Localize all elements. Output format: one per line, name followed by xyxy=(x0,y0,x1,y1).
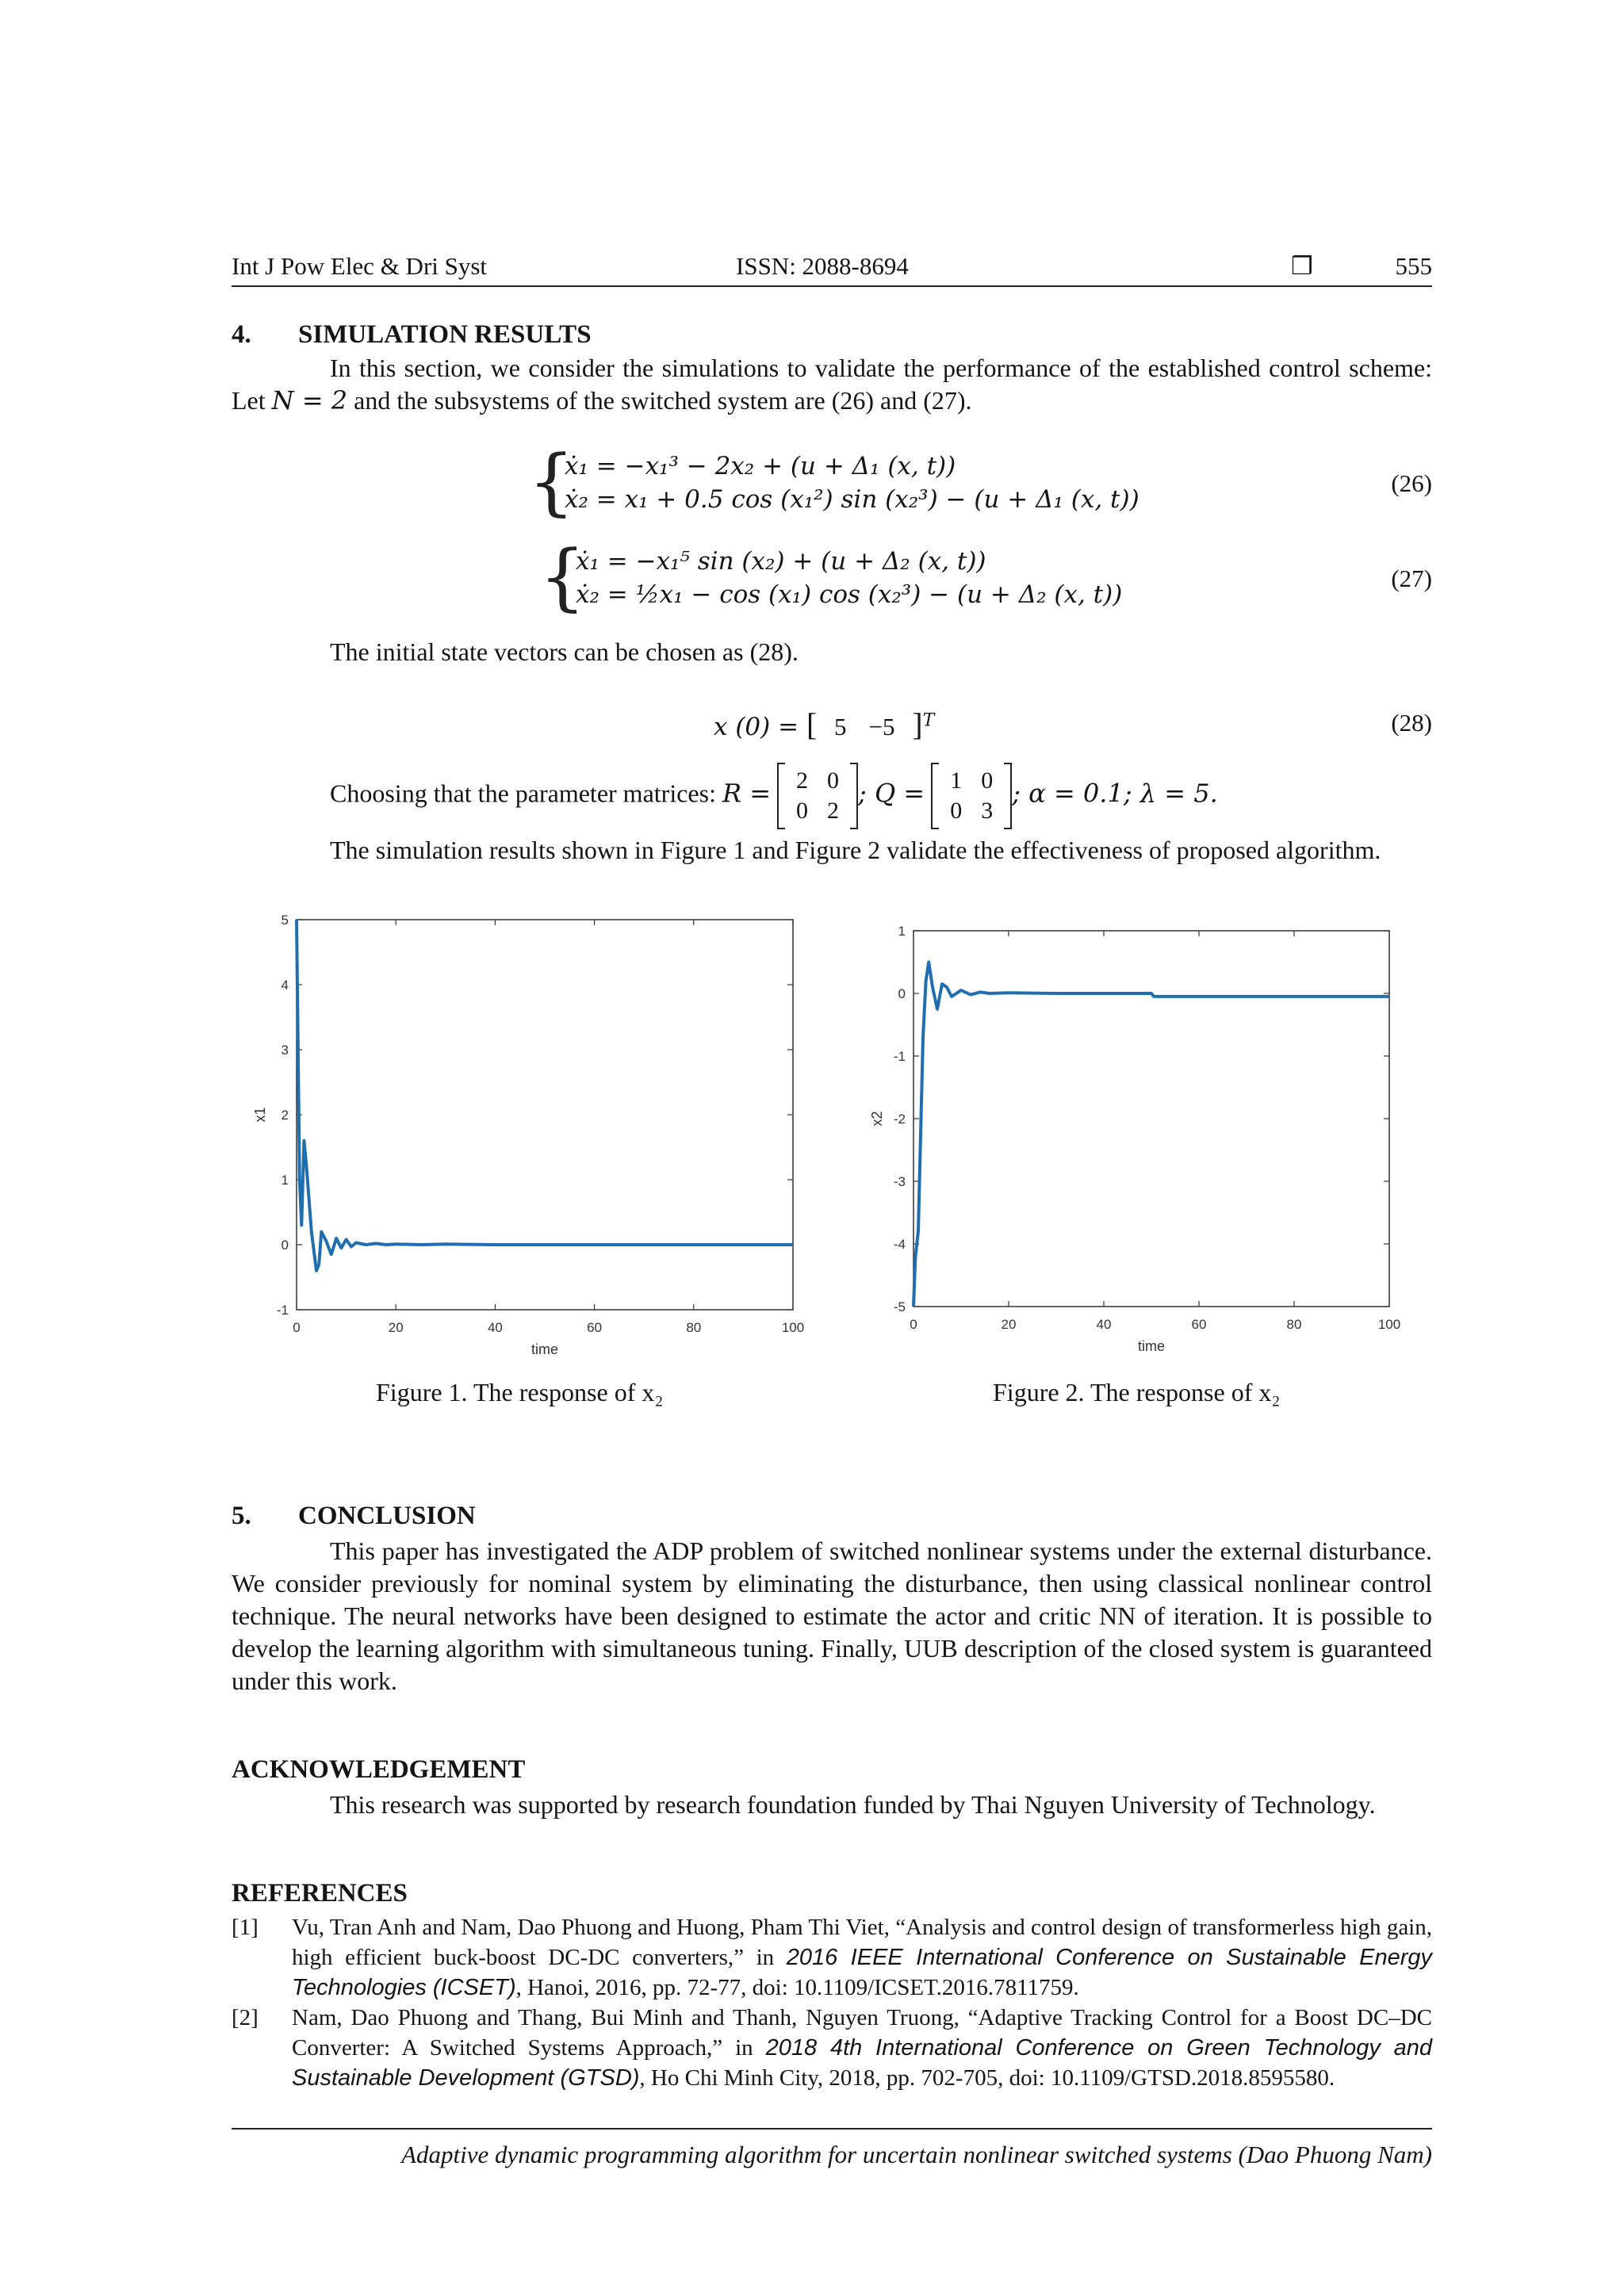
journal-name: Int J Pow Elec & Dri Syst xyxy=(232,252,488,280)
figure-2-caption: Figure 2. The response of x₂ xyxy=(993,1378,1281,1406)
parameter-line: Choosing that the parameter matrices: R = 2 0 0 2 ; Q = 1 0 0 3 ; α = 0.1; λ = 5. xyxy=(330,766,1218,826)
x-tick-label: 40 xyxy=(1096,1317,1112,1332)
y-tick-label: -3 xyxy=(893,1174,906,1189)
x-tick-label: 60 xyxy=(587,1320,603,1335)
ref-2-number: [2] xyxy=(232,2005,259,2030)
x-tick-label: 20 xyxy=(388,1320,404,1335)
y-tick-label: -1 xyxy=(893,1049,906,1064)
ack-text: This research was supported by research foundation funded by Thai Nguyen University of Technology. xyxy=(330,1790,1376,1819)
conclusion-text: This paper has investigated the ADP problem of switched nonlinear systems under the external disturbance. We consider previously for nominal system by eliminating the disturbance, then using classical nonlinear control technique. The neural networks have been designed to estimate the actor and critic NN of iteration. It is possible to develop the learning algorithm with simultaneous tuning. Finally, UUB description of the closed system is guaranteed under this work. xyxy=(232,1536,1432,1695)
brace-26: { xyxy=(528,439,575,524)
x-axis-label: time xyxy=(1137,1338,1166,1354)
figure-1-chart xyxy=(238,904,809,1364)
n-equals: N = 2 xyxy=(271,385,348,415)
header-rule xyxy=(232,285,1432,287)
section-5-number: 5. xyxy=(232,1502,251,1530)
eq27-line1: ẋ₁ = −x₁⁵ sin (x₂) + (u + Δ₂ (x, t)) xyxy=(576,547,986,576)
y-tick-label: 1 xyxy=(281,1173,289,1188)
brace-27: { xyxy=(539,534,586,619)
section-4-title: SIMULATION RESULTS xyxy=(298,320,592,349)
results-text: The simulation results shown in Figure 1 and Figure 2 validate the effectiveness of proposed algorithm. xyxy=(330,836,1381,864)
y-axis-label: x1 xyxy=(252,1107,268,1123)
y-tick-label: 1 xyxy=(898,924,906,939)
y-tick-label: 0 xyxy=(281,1238,289,1253)
y-tick-label: -5 xyxy=(893,1299,906,1314)
y-axis-label: x2 xyxy=(869,1111,885,1127)
ack-title: ACKNOWLEDGEMENT xyxy=(232,1755,526,1784)
y-tick-label: -1 xyxy=(276,1303,289,1318)
x-tick-label: 60 xyxy=(1191,1317,1207,1332)
x-tick-label: 100 xyxy=(1377,1317,1401,1332)
eq28: x (0) = [ 5 −5 ]$^T$ xyxy=(714,706,935,742)
ref-2-text: Nam, Dao Phuong and Thang, Bui Minh and Thanh, Nguyen Truong, “Adaptive Tracking Control for a Boost DC–DC Converter: A Switched Systems Approach,” in 2018 4th International Conference on Green Technology and Sustainable Development (GTSD), Ho Chi Minh City, 2018, pp. 702-705, doi: 10.1109/GTSD.2018.8595580. xyxy=(292,2005,1433,2091)
plot-frame xyxy=(297,920,793,1310)
ref-1-text: Vu, Tran Anh and Nam, Dao Phuong and Huong, Pham Thi Viet, “Analysis and control design of transformerless high gain, high efficient buck-boost DC-DC converters,” in 2016 IEEE International Conference on Sustainable Energy Technologies (ICSET), Hanoi, 2016, pp. 72-77, doi: 10.1109/ICSET.2016.7811759. xyxy=(292,1915,1432,2000)
figure-2-chart xyxy=(864,912,1404,1364)
box-mark-icon: ❒ xyxy=(1291,252,1313,280)
y-tick-label: 2 xyxy=(281,1108,289,1123)
x-tick-label: 0 xyxy=(293,1320,301,1335)
page-number: 555 xyxy=(1395,252,1432,280)
eq28-label: (28) xyxy=(1391,709,1432,737)
eq26-line1: ẋ₁ = −x₁³ − 2x₂ + (u + Δ₁ (x, t)) xyxy=(565,452,956,480)
y-tick-label: 4 xyxy=(281,978,289,993)
references-title: REFERENCES xyxy=(232,1879,408,1908)
x-axis-label: time xyxy=(530,1341,559,1357)
y-tick-label: -4 xyxy=(893,1237,906,1252)
ref-1-number: [1] xyxy=(232,1915,259,1940)
x-tick-label: 80 xyxy=(1286,1317,1302,1332)
y-tick-label: 3 xyxy=(281,1043,289,1058)
footer-text: Adaptive dynamic programming algorithm for uncertain nonlinear switched systems (Dao Phuong Nam) xyxy=(401,2141,1432,2168)
eq26-label: (26) xyxy=(1391,469,1432,497)
x-tick-label: 0 xyxy=(910,1317,917,1332)
eq27-line2: ẋ₂ = ½x₁ − cos (x₁) cos (x₂³) − (u + Δ₂ (x, t)) xyxy=(576,580,1123,609)
x-tick-label: 100 xyxy=(781,1320,805,1335)
x-tick-label: 20 xyxy=(1001,1317,1017,1332)
eq26-line2: ẋ₂ = x₁ + 0.5 cos (x₁²) sin (x₂³) − (u + Δ₁ (x, t)) xyxy=(565,485,1139,514)
eq27-label: (27) xyxy=(1391,564,1432,592)
x-tick-label: 40 xyxy=(487,1320,503,1335)
section-4-number: 4. xyxy=(232,320,251,349)
section-5-title: CONCLUSION xyxy=(298,1502,476,1530)
y-tick-label: 0 xyxy=(898,986,906,1001)
plot-frame xyxy=(914,931,1389,1307)
y-tick-label: -2 xyxy=(893,1112,906,1127)
initial-state-text: The initial state vectors can be chosen as (28). xyxy=(330,637,799,666)
section-4-intro: In this section, we consider the simulations to validate the performance of the established control scheme: Let N = 2 and the subsystems of the switched system are (26) and (27). xyxy=(232,354,1432,415)
figure-1-caption: Figure 1. The response of x₂ xyxy=(376,1378,664,1406)
matrix-r: 2 0 0 2 xyxy=(777,766,858,826)
issn: ISSN: 2088-8694 xyxy=(736,252,909,280)
y-tick-label: 5 xyxy=(281,913,289,928)
x-tick-label: 80 xyxy=(686,1320,702,1335)
matrix-q: 1 0 0 3 xyxy=(931,766,1012,826)
footer-rule xyxy=(232,2128,1432,2130)
